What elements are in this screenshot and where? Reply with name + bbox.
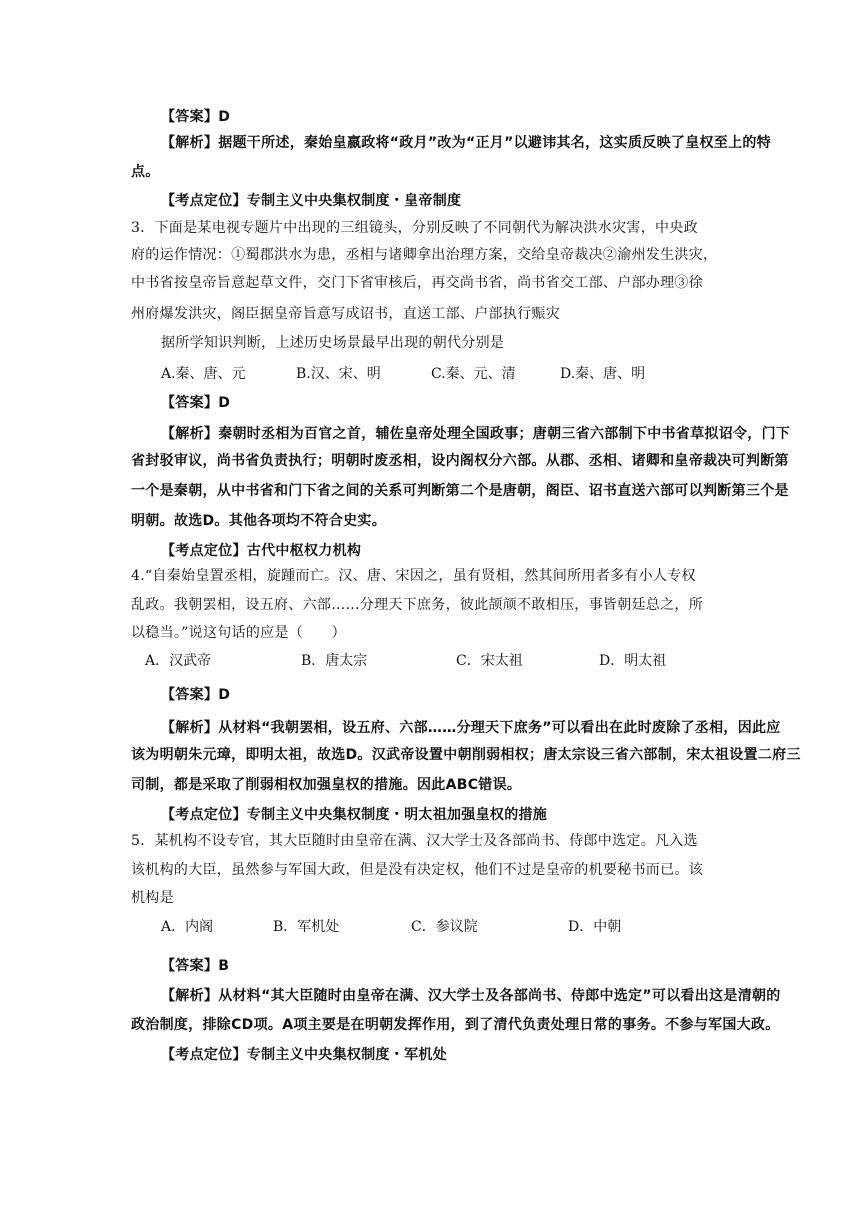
q5-analysis-line-1: 【解析】从材料“其大臣随时由皇帝在满、汉大学士及各部尚书、侍郎中选定”可以看出这是清朝的: [161, 988, 781, 1004]
q5-answer: 【答案】B: [161, 958, 230, 974]
q4-stem-line-2: 乱政。我朝罢相，设五府、六部……分理天下庶务，彼此颉颃不敢相压，事皆朝廷总之，所: [131, 597, 703, 613]
q2-location: 【考点定位】专制主义中央集权制度・皇帝制度: [161, 193, 462, 209]
q4-analysis-line-1: 【解析】从材料“我朝罢相，设五府、六部……分理天下庶务”可以看出在此时废除了丞相，因此应: [161, 720, 781, 736]
q5-stem-line-2: 该机构的大臣，虽然参与军国大政，但是没有决定权，他们不过是皇帝的机要秘书而已。该: [131, 862, 703, 878]
q4-analysis-line-3: 司制，都是采取了削弱相权加强皇权的措施。因此ABC错误。: [131, 777, 522, 793]
q4-answer: 【答案】D: [161, 687, 231, 703]
q4-option-d: D．明太祖: [599, 653, 667, 669]
q3-analysis-line-4: 明朝。故选D。其他各项均不符合史实。: [131, 513, 387, 529]
q4-stem-line-1: 4.“自秦始皇置丞相，旋踵而亡。汉、唐、宋因之，虽有贤相，然其间所用者多有小人专权: [131, 568, 696, 584]
q3-location: 【考点定位】古代中枢权力机构: [161, 543, 362, 559]
q3-option-b: B.汉、宋、明: [296, 366, 381, 382]
q2-analysis-line-2: 点。: [131, 164, 160, 180]
q3-answer: 【答案】D: [161, 395, 231, 411]
q4-option-b: B．唐太宗: [301, 653, 368, 669]
q3-analysis-line-3: 一个是秦朝，从中书省和门下省之间的关系可判断第二个是唐朝，阁臣、诏书直送六部可以判断第三个是: [131, 483, 789, 499]
q3-analysis-line-2: 省封驳审议，尚书省负责执行；明朝时废丞相，设内阁权分六部。从郡、丞相、诸卿和皇帝裁决可判断第: [131, 453, 789, 469]
q3-stem-line-4: 州府爆发洪灾，阁臣据皇帝旨意写成诏书，直送工部、户部执行赈灾: [131, 306, 560, 322]
q4-location: 【考点定位】专制主义中央集权制度・明太祖加强皇权的措施: [161, 807, 548, 823]
q5-option-b: B．军机处: [273, 919, 340, 935]
q5-location: 【考点定位】专制主义中央集权制度・军机处: [161, 1047, 447, 1063]
q4-analysis-line-2: 该为明朝朱元璋，即明太祖，故选D。汉武帝设置中朝削弱相权；唐太宗设三省六部制，宋太祖设置二府三: [131, 747, 801, 763]
q2-answer: 【答案】D: [161, 109, 231, 125]
q3-stem-line-1: 3．下面是某电视专题片中出现的三组镜头，分别反映了不同朝代为解决洪水灾害，中央政: [131, 220, 698, 236]
q3-stem-line-5: 据所学知识判断，上述历史场景最早出现的朝代分别是: [161, 335, 505, 351]
q3-option-c: C.秦、元、清: [431, 366, 516, 382]
q5-option-c: C．参议院: [411, 919, 478, 935]
q3-stem-line-3: 中书省按皇帝旨意起草文件，交门下省审核后，再交尚书省，尚书省交工部、户部办理③徐: [131, 275, 703, 291]
q4-option-c: C．宋太祖: [456, 653, 523, 669]
q3-option-d: D.秦、唐、明: [560, 366, 646, 382]
q3-stem-line-2: 府的运作情况：①蜀郡洪水为患，丞相与诸卿拿出治理方案，交给皇帝裁决②渝州发生洪灾，: [131, 247, 718, 263]
q5-stem-line-3: 机构是: [131, 890, 174, 906]
q5-stem-line-1: 5．某机构不设专官，其大臣随时由皇帝在满、汉大学士及各部尚书、侍郎中选定。凡入选: [131, 833, 698, 849]
q4-option-a: A．汉武帝: [145, 653, 212, 669]
q4-stem-line-3: 以稳当。”说这句话的应是（ ）: [131, 625, 346, 641]
q2-analysis-line-1: 【解析】据题干所述，秦始皇嬴政将“政月”改为“正月”以避讳其名，这实质反映了皇权至上的特: [161, 135, 772, 151]
q3-option-a: A.秦、唐、元: [161, 366, 246, 382]
q5-option-a: A．内阁: [161, 919, 214, 935]
q3-analysis-line-1: 【解析】秦朝时丞相为百官之首，辅佐皇帝处理全国政事；唐朝三省六部制下中书省草拟诏令，门下: [161, 426, 791, 442]
q5-option-d: D．中朝: [568, 919, 622, 935]
q5-analysis-line-2: 政治制度，排除CD项。A项主要是在明朝发挥作用，到了清代负责处理日常的事务。不参与军国大政。: [131, 1017, 780, 1033]
